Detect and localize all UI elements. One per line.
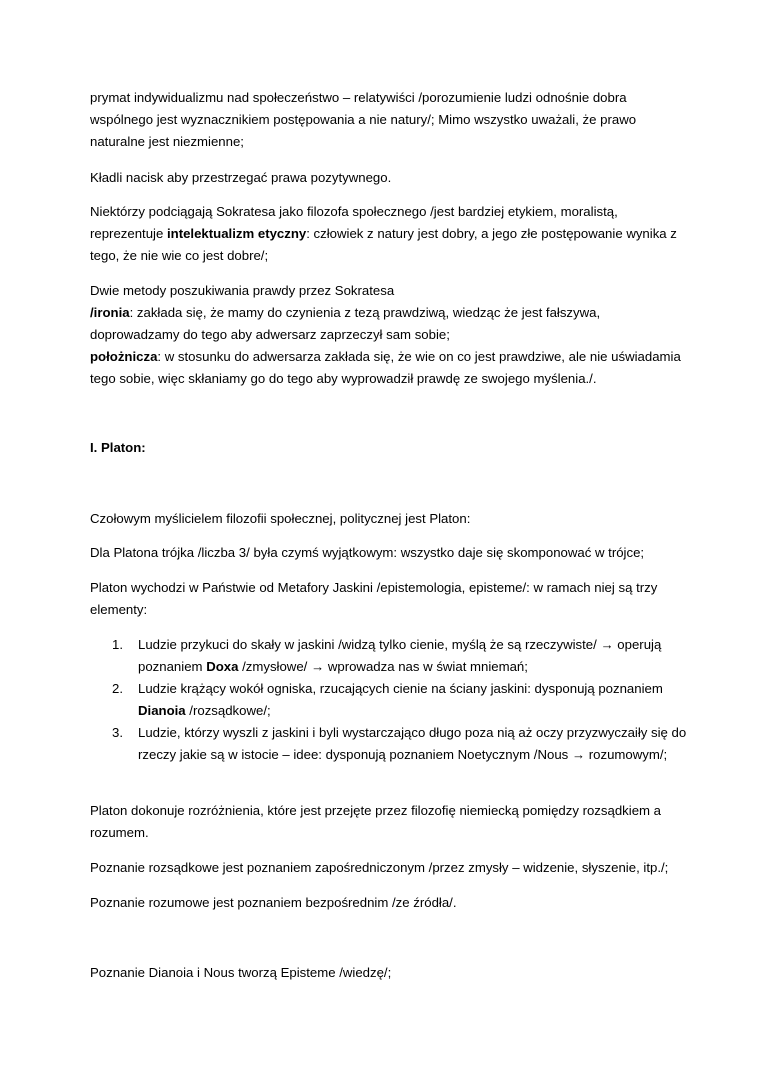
paragraph-metody-line1: Dwie metody poszukiwania prawdy przez Sokratesa — [90, 283, 395, 298]
text-segment: /zmysłowe/ → wprowadza nas w świat mniemań; — [238, 659, 528, 674]
paragraph-metody-line4 — [90, 346, 681, 368]
list-item — [90, 678, 680, 722]
text-segment: : człowiek z natury jest dobry, a jego złe postępowanie wynika z — [306, 226, 677, 241]
list-item-line2 — [138, 656, 528, 678]
paragraph-prawo-pozytywne: Kładli nacisk aby przestrzegać prawa pozytywnego. — [90, 170, 392, 185]
paragraph-trojka: Dla Platona trójka /liczba 3/ była czymś wyjątkowym: wszystko daje się skomponować w trójce; — [90, 545, 645, 560]
list-item-number: 1. — [112, 637, 123, 652]
list-item-line2 — [138, 700, 271, 722]
paragraph-metody-line5: tego sobie, więc skłaniamy go do tego aby wyprowadził prawdę ze swojego myślenia./. — [90, 371, 597, 386]
term-doxa: Doxa — [206, 659, 239, 674]
list-item-line1: Ludzie, którzy wyszli z jaskini i byli wystarczająco długo poza nią aż oczy przyzwyczaiły się do — [138, 725, 687, 740]
paragraph-rozroznienie-line1: Platon dokonuje rozróżnienia, które jest przejęte przez filozofię niemiecką pomiędzy rozsądkiem a — [90, 803, 662, 818]
text-segment: : zakłada się, że mamy do czynienia z tezą prawdziwą, wiedząc że jest fałszywa, — [129, 305, 601, 320]
paragraph-sokrates-line1: Niektórzy podciągają Sokratesa jako filozofa społecznego /jest bardziej etykiem, moralistą, — [90, 204, 618, 219]
text-segment: reprezentuje — [90, 226, 167, 241]
list-item-line1: Ludzie krążący wokół ogniska, rzucających cienie na ściany jaskini: dysponują poznaniem — [138, 681, 663, 696]
list-item-number: 3. — [112, 725, 123, 740]
list-item-line1: Ludzie przykuci do skały w jaskini /widzą tylko cienie, myślą że są rzeczywiste/ → operują — [138, 637, 662, 652]
list-item-number: 2. — [112, 681, 123, 696]
term-ironia: /ironia — [90, 305, 130, 320]
paragraph-jaskinia-line1: Platon wychodzi w Państwie od Metafory Jaskini /epistemologia, episteme/: w ramach niej są trzy — [90, 580, 658, 595]
text-segment: /rozsądkowe/; — [185, 703, 271, 718]
paragraph-relatywisci-line1: prymat indywidualizmu nad społeczeństwo – relatywiści /porozumienie ludzi odnośnie dobra — [90, 90, 627, 105]
paragraph-episteme: Poznanie Dianoia i Nous tworzą Episteme /wiedzę/; — [90, 965, 392, 980]
term-intelektualizm-etyczny: intelektualizm etyczny — [166, 226, 307, 241]
term-poloznicza: położnicza — [90, 349, 158, 364]
paragraph-sokrates-line2 — [90, 223, 677, 245]
text-segment: poznaniem — [138, 659, 207, 674]
paragraph-metody-line2 — [90, 302, 600, 324]
paragraph-relatywisci-line3: naturalne jest niezmienne; — [90, 134, 244, 149]
section-heading-platon: I. Platon: — [90, 440, 146, 455]
paragraph-poznanie-rozumowe: Poznanie rozumowe jest poznaniem bezpośrednim /ze źródła/. — [90, 895, 457, 910]
text-segment: : w stosunku do adwersarza zakłada się, że wie on co jest prawdziwe, ale nie uświadamia — [157, 349, 681, 364]
paragraph-sokrates-line3: tego, że nie wie co jest dobre/; — [90, 248, 269, 263]
paragraph-jaskinia-line2: elementy: — [90, 602, 148, 617]
list-item-line2: rzeczy jakie są w istocie – idee: dysponują poznaniem Noetycznym /Nous → rozumowym/; — [138, 747, 668, 762]
paragraph-poznanie-rozsadkowe: Poznanie rozsądkowe jest poznaniem zapośredniczonym /przez zmysły – widzenie, słyszenie, itp./; — [90, 860, 669, 875]
paragraph-czolowym: Czołowym myślicielem filozofii społecznej, politycznej jest Platon: — [90, 511, 471, 526]
list-item — [90, 722, 687, 766]
paragraph-rozroznienie-line2: rozumem. — [90, 825, 149, 840]
paragraph-metody-line3: doprowadzamy do tego aby adwersarz zaprzeczył sam sobie; — [90, 327, 450, 342]
list-item — [90, 634, 680, 678]
paragraph-relatywisci-line2: wspólnego jest wyznacznikiem postępowania a nie natury/; Mimo wszystko uważali, że prawo — [90, 112, 637, 127]
term-dianoia: Dianoia — [138, 703, 186, 718]
